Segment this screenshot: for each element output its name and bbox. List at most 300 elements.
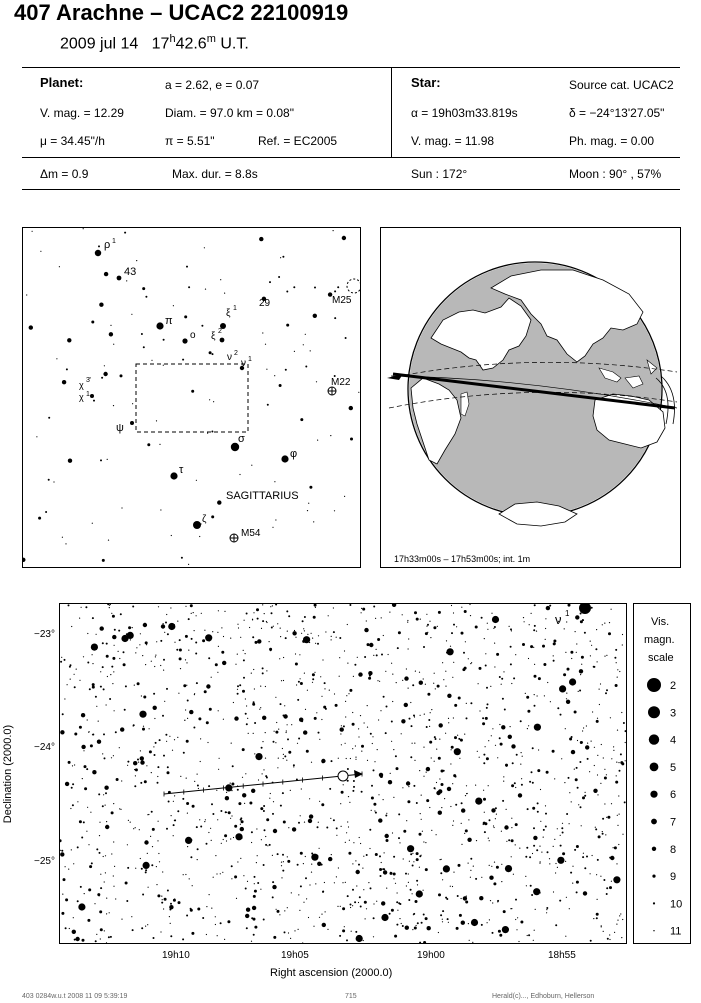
background-star (339, 935, 341, 937)
background-star (425, 917, 428, 920)
background-star (422, 831, 423, 832)
background-star (619, 915, 620, 916)
background-star (336, 835, 337, 836)
background-star (213, 401, 214, 402)
background-star (375, 812, 377, 814)
background-star (533, 647, 534, 648)
background-star (280, 628, 281, 629)
background-star (139, 644, 140, 645)
background-star (589, 771, 590, 772)
background-star (427, 632, 428, 633)
background-star (187, 813, 188, 814)
background-star (520, 764, 521, 765)
background-star (534, 664, 535, 665)
background-star (288, 615, 290, 617)
background-star (199, 536, 200, 537)
background-star (443, 770, 445, 772)
background-star (529, 856, 531, 858)
background-star (302, 942, 303, 943)
background-star (106, 821, 107, 822)
background-star (275, 697, 276, 698)
background-star (102, 559, 105, 562)
background-star (489, 819, 491, 821)
background-star (204, 821, 205, 822)
background-star (218, 710, 219, 711)
background-star (575, 778, 578, 781)
background-star (200, 761, 201, 762)
background-star (385, 815, 387, 817)
background-star (485, 746, 486, 747)
background-star (73, 863, 74, 864)
label-xi2: ξ (211, 331, 216, 342)
background-star (430, 637, 431, 638)
background-star (420, 619, 421, 620)
background-star (503, 776, 504, 777)
background-star (466, 785, 467, 786)
scale-marker (651, 819, 657, 825)
background-star (393, 856, 395, 858)
background-star (324, 688, 325, 689)
event-datetime (60, 33, 249, 53)
background-star (352, 748, 353, 749)
background-star (525, 693, 526, 694)
background-star (228, 811, 231, 814)
background-star (56, 358, 57, 359)
background-star (171, 535, 172, 536)
background-star (398, 902, 400, 904)
background-star (576, 891, 578, 893)
background-star (374, 761, 375, 762)
background-star (511, 856, 512, 857)
background-star (115, 731, 117, 733)
background-star (559, 900, 561, 902)
background-star (87, 807, 88, 808)
label-chi3-sup: 3 (86, 377, 90, 384)
background-star (622, 834, 623, 835)
background-star (392, 701, 393, 702)
background-star (463, 896, 467, 900)
background-star (217, 632, 218, 633)
background-star (392, 604, 396, 607)
background-star (397, 910, 398, 911)
background-star (100, 459, 102, 461)
background-star (244, 620, 245, 621)
background-star (246, 613, 248, 615)
background-star (284, 910, 285, 911)
background-star (453, 717, 454, 718)
scale-magnitude-label: 4 (670, 734, 677, 747)
background-star (272, 605, 273, 606)
background-star (79, 726, 82, 729)
background-star (423, 747, 424, 748)
background-star (211, 908, 212, 909)
background-star (138, 762, 139, 763)
scale-marker (647, 678, 661, 692)
background-star (615, 781, 618, 784)
background-star (226, 840, 227, 841)
background-star (151, 772, 152, 773)
star-tau (170, 472, 177, 479)
background-star (373, 606, 375, 608)
background-star (61, 912, 64, 915)
background-star (345, 743, 346, 744)
background-star (164, 701, 165, 702)
background-star (262, 773, 263, 774)
background-star (286, 291, 288, 293)
background-star (291, 724, 292, 725)
background-star (252, 636, 254, 638)
background-star (448, 722, 449, 723)
background-star (140, 750, 141, 751)
background-star (142, 728, 145, 731)
background-star (321, 864, 323, 866)
background-star (465, 829, 468, 832)
background-star (179, 657, 182, 660)
background-star (251, 831, 253, 833)
background-star (145, 871, 147, 873)
background-star (511, 839, 514, 842)
background-star (617, 920, 618, 921)
background-star (238, 802, 241, 805)
background-star (222, 872, 223, 873)
background-star (72, 930, 76, 934)
background-star (353, 676, 354, 677)
background-star (290, 938, 291, 939)
background-star (416, 890, 423, 897)
background-star (299, 910, 300, 911)
background-star (494, 643, 495, 644)
star-xi1 (220, 338, 225, 343)
background-star (340, 803, 341, 804)
background-star (621, 937, 622, 938)
background-star (303, 902, 304, 903)
background-star (360, 843, 361, 844)
background-star (83, 750, 84, 751)
background-star (331, 854, 332, 855)
background-star (304, 673, 305, 674)
background-star (553, 891, 554, 892)
background-star (165, 734, 167, 736)
background-star (536, 631, 537, 632)
background-star (447, 918, 449, 920)
background-star (363, 889, 364, 890)
background-star (237, 685, 239, 687)
background-star (140, 633, 141, 634)
background-star (94, 903, 95, 904)
background-star (617, 815, 618, 816)
background-star (423, 941, 426, 943)
background-star (401, 923, 402, 924)
background-star (367, 727, 368, 728)
background-star (100, 938, 101, 939)
planet-reference: Ref. = EC2005 (258, 134, 338, 148)
background-star (29, 325, 33, 329)
background-star (300, 418, 303, 421)
background-star (585, 792, 586, 793)
background-star (524, 621, 525, 622)
x-tick-18h55: 18h55 (548, 950, 576, 961)
background-star (251, 789, 255, 793)
background-star (167, 633, 169, 635)
background-star (107, 676, 108, 677)
background-star (196, 615, 197, 616)
background-star (419, 770, 420, 771)
background-star (98, 245, 100, 247)
background-star (262, 332, 263, 333)
background-star (107, 459, 108, 460)
background-star (484, 638, 485, 639)
label-psi: ψ (116, 422, 124, 434)
background-star (611, 803, 612, 804)
background-star (584, 795, 586, 797)
scale-marker (652, 847, 656, 851)
background-star (96, 848, 98, 850)
background-star (408, 638, 409, 639)
background-star (65, 782, 69, 786)
background-star (247, 881, 248, 882)
background-star (611, 881, 612, 882)
background-star (104, 272, 108, 276)
background-star (618, 762, 619, 763)
background-star (104, 757, 106, 759)
background-star (427, 624, 429, 626)
background-star (356, 870, 360, 874)
background-star (491, 808, 495, 812)
background-star (534, 604, 536, 606)
background-star (245, 698, 246, 699)
background-star (128, 820, 129, 821)
page-title: 407 Arachne – UCAC2 22100919 (14, 0, 349, 25)
background-star (237, 624, 238, 625)
background-star (159, 861, 160, 862)
background-star (429, 741, 432, 744)
background-star (593, 789, 597, 793)
background-star (619, 770, 621, 772)
background-star (311, 762, 312, 763)
background-star (195, 653, 197, 655)
background-star (113, 803, 114, 804)
background-star (470, 877, 471, 878)
background-star (347, 780, 349, 782)
background-star (198, 788, 199, 789)
background-star (231, 743, 232, 744)
background-star (322, 923, 326, 927)
background-star (112, 615, 115, 618)
background-star (602, 624, 603, 625)
background-star (334, 317, 336, 319)
background-star (355, 860, 356, 861)
background-star (479, 757, 480, 758)
background-star (413, 913, 415, 915)
y-tick-23: −23° (34, 629, 55, 640)
background-star (438, 893, 441, 896)
scale-magnitude-label: 6 (670, 789, 677, 802)
background-star (65, 927, 67, 929)
background-star (405, 926, 409, 930)
background-star (78, 903, 85, 910)
background-star (109, 912, 110, 913)
background-star (113, 671, 114, 672)
background-star (390, 872, 391, 873)
background-star (593, 918, 594, 919)
background-star (230, 638, 231, 639)
background-star (366, 908, 367, 909)
background-star (103, 856, 104, 857)
background-star (533, 845, 535, 847)
background-star (321, 719, 322, 720)
background-star (349, 689, 352, 692)
background-star (401, 719, 405, 723)
magnitude-scale (633, 603, 691, 944)
background-star (419, 867, 420, 868)
background-star (254, 890, 257, 893)
background-star (494, 862, 495, 863)
background-star (188, 286, 190, 288)
scale-magnitude-label: 3 (670, 707, 677, 720)
background-star (580, 806, 582, 808)
background-star (156, 641, 157, 642)
background-star (102, 753, 103, 754)
background-star (389, 913, 391, 915)
background-star (99, 822, 100, 823)
label-m22: M22 (331, 377, 351, 388)
background-star (281, 877, 282, 878)
background-star (557, 857, 564, 864)
finder-chart (22, 227, 361, 568)
background-star (375, 618, 376, 619)
background-star (622, 634, 623, 635)
finder-chart-svg (23, 228, 360, 567)
background-star (113, 344, 114, 345)
background-star (164, 632, 165, 633)
background-star (242, 748, 245, 751)
background-star (570, 651, 573, 654)
background-star (378, 794, 379, 795)
background-star (466, 896, 467, 897)
background-star (569, 908, 570, 909)
background-star (153, 706, 157, 710)
label-xi1: ξ (226, 308, 231, 319)
background-star (567, 668, 570, 671)
label-chi1-sup: 1 (86, 391, 90, 398)
background-star (475, 626, 478, 629)
background-star (92, 770, 96, 774)
background-star (355, 757, 356, 758)
background-star (314, 672, 315, 673)
background-star (329, 690, 330, 691)
background-star (245, 653, 246, 654)
background-star (196, 826, 198, 828)
scale-marker (650, 791, 657, 798)
background-star (290, 790, 291, 791)
background-star (562, 823, 563, 824)
background-star (183, 684, 186, 687)
star-heading: Star: (411, 75, 441, 90)
background-star (60, 730, 64, 734)
background-star (410, 889, 412, 891)
background-star (435, 788, 436, 789)
background-star (385, 732, 387, 734)
background-star (534, 675, 537, 678)
background-star (65, 866, 66, 867)
background-star (487, 703, 489, 705)
background-star (283, 758, 284, 759)
background-star (423, 678, 424, 679)
background-star (153, 693, 155, 695)
background-star (357, 657, 358, 658)
background-star (312, 638, 313, 639)
background-star (461, 808, 465, 812)
background-star (277, 853, 279, 855)
background-star (298, 894, 299, 895)
background-star (135, 652, 136, 653)
background-star (412, 893, 413, 894)
background-star (542, 645, 545, 648)
background-star (347, 821, 348, 822)
background-star (220, 873, 221, 874)
background-star (451, 605, 452, 606)
label-sigma: σ (238, 433, 245, 445)
background-star (495, 807, 497, 809)
background-star (71, 626, 72, 627)
background-star (527, 728, 528, 729)
background-star (407, 845, 414, 852)
background-star (284, 931, 286, 933)
background-star (185, 635, 188, 638)
background-star (383, 870, 387, 874)
background-star (273, 829, 277, 833)
background-star (273, 626, 274, 627)
background-star (344, 926, 345, 927)
background-star (167, 890, 169, 892)
background-star (285, 369, 287, 371)
background-star (100, 887, 102, 889)
background-star (533, 888, 540, 895)
background-star (606, 887, 608, 889)
background-star (470, 702, 472, 704)
background-star (120, 727, 124, 731)
background-star (317, 826, 319, 828)
background-star (610, 856, 614, 860)
background-star (209, 399, 210, 400)
background-star (297, 699, 299, 701)
background-star (464, 667, 467, 670)
background-star (554, 839, 555, 840)
scale-title-line2: magn. (644, 634, 675, 646)
star-omicron (182, 338, 187, 343)
star-rho1 (95, 250, 101, 256)
background-star (63, 878, 66, 881)
background-star (453, 774, 456, 777)
background-star (127, 867, 129, 869)
background-star (358, 672, 362, 676)
background-star (87, 662, 89, 664)
background-star (472, 942, 473, 943)
background-star (59, 266, 60, 267)
background-star (339, 657, 340, 658)
background-star (185, 837, 192, 844)
planet-orbit: a = 2.62, e = 0.07 (165, 78, 260, 92)
background-star (451, 749, 452, 750)
background-star (182, 798, 184, 800)
background-star (182, 359, 184, 361)
background-star (457, 735, 458, 736)
background-star (467, 838, 471, 842)
background-star (81, 607, 82, 608)
background-star (256, 862, 257, 863)
background-star (560, 845, 562, 847)
background-star (376, 901, 377, 902)
